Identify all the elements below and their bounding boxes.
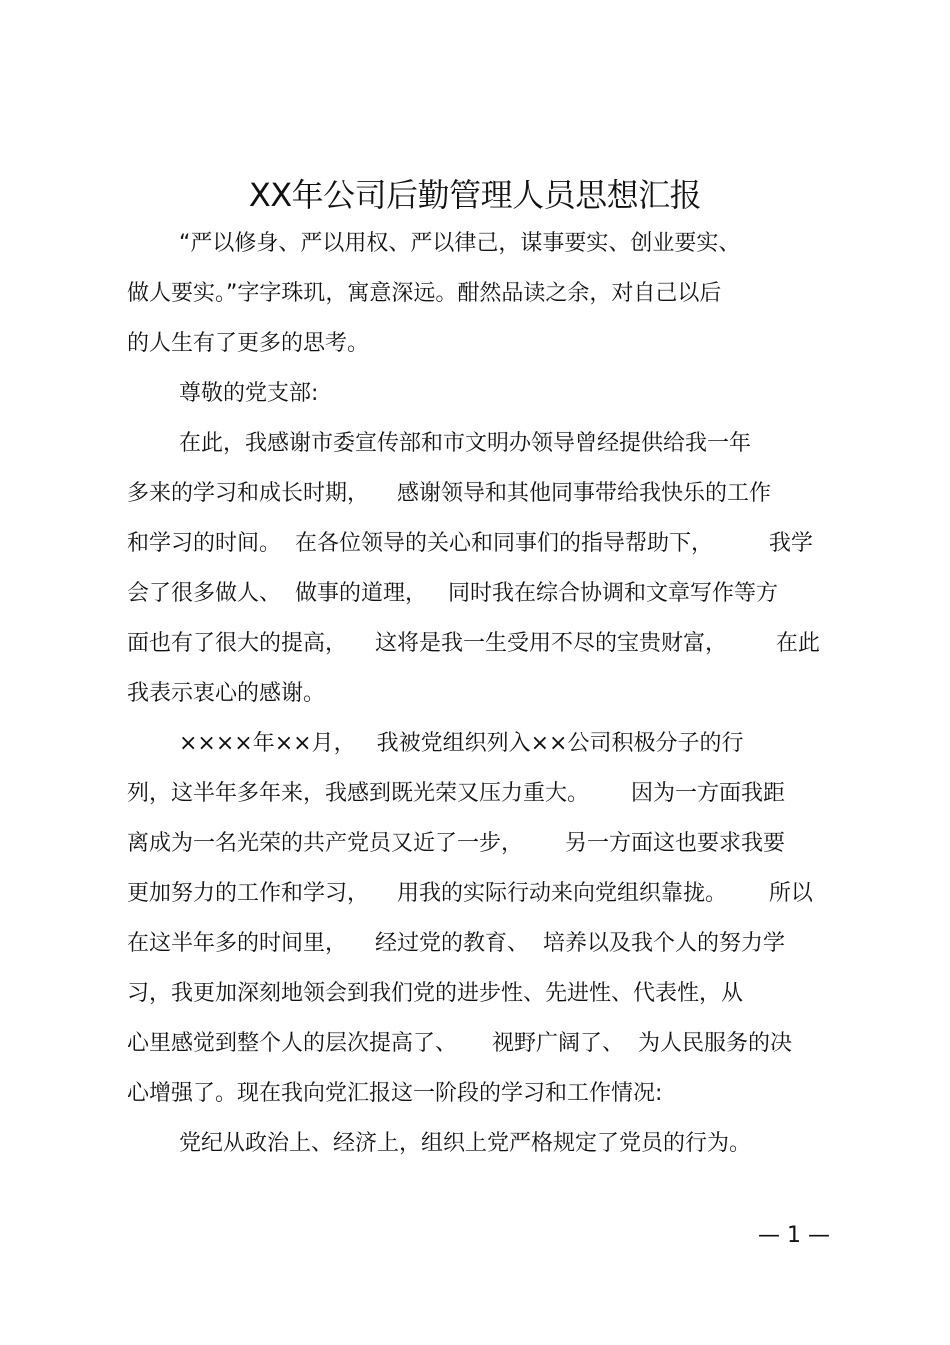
- body-line: 我表示衷心的感谢。: [127, 681, 326, 706]
- body-line: 列，这半年多年来，我感到既光荣又压力重大。 因为一方面我距: [127, 781, 785, 806]
- body-line: “严以修身、严以用权、严以律己，谋事要实、创业要实、: [179, 231, 741, 256]
- body-line: 心增强了。现在我向党汇报这一阶段的学习和工作情况:: [127, 1081, 663, 1106]
- body-line: 会了很多做人、 做事的道理， 同时我在综合协调和文章写作等方: [127, 581, 778, 606]
- body-line: 习，我更加深刻地领会到我们党的进步性、先进性、代表性，从: [127, 981, 744, 1006]
- body-line: 面也有了很大的提高， 这将是我一生受用不尽的宝贵财富， 在此: [127, 631, 820, 656]
- body-line: 离成为一名光荣的共产党员又近了一步， 另一方面这也要求我要: [127, 831, 785, 856]
- body-line: 在此，我感谢市委宣传部和市文明办领导曾经提供给我一年: [179, 431, 752, 456]
- body-line: 和学习的时间。 在各位领导的关心和同事们的指导帮助下， 我学: [127, 531, 813, 556]
- body-line: 更加努力的工作和学习， 用我的实际行动来向党组织靠拢。 所以: [127, 881, 813, 906]
- body-line: 多来的学习和成长时期， 感谢领导和其他同事带给我快乐的工作: [127, 481, 771, 506]
- body-line: ××××年××月， 我被党组织列入××公司积极分子的行: [179, 731, 744, 756]
- body-line: 的人生有了更多的思考。: [127, 331, 370, 356]
- salutation: 尊敬的党支部:: [179, 381, 319, 406]
- body-line: 心里感觉到整个人的层次提高了、 视野广阔了、 为人民服务的决: [127, 1031, 792, 1056]
- body-line: 在这半年多的时间里， 经过党的教育、 培养以及我个人的努力学: [127, 931, 785, 956]
- body-line: 做人要实。”字字珠玑，寓意深远。酣然品读之余，对自己以后: [127, 281, 722, 306]
- document-title: XX年公司后勤管理人员思想汇报: [248, 176, 702, 214]
- page-number: — 1 —: [758, 1223, 830, 1248]
- body-line: 党纪从政治上、经济上，组织上党严格规定了党员的行为。: [179, 1131, 752, 1156]
